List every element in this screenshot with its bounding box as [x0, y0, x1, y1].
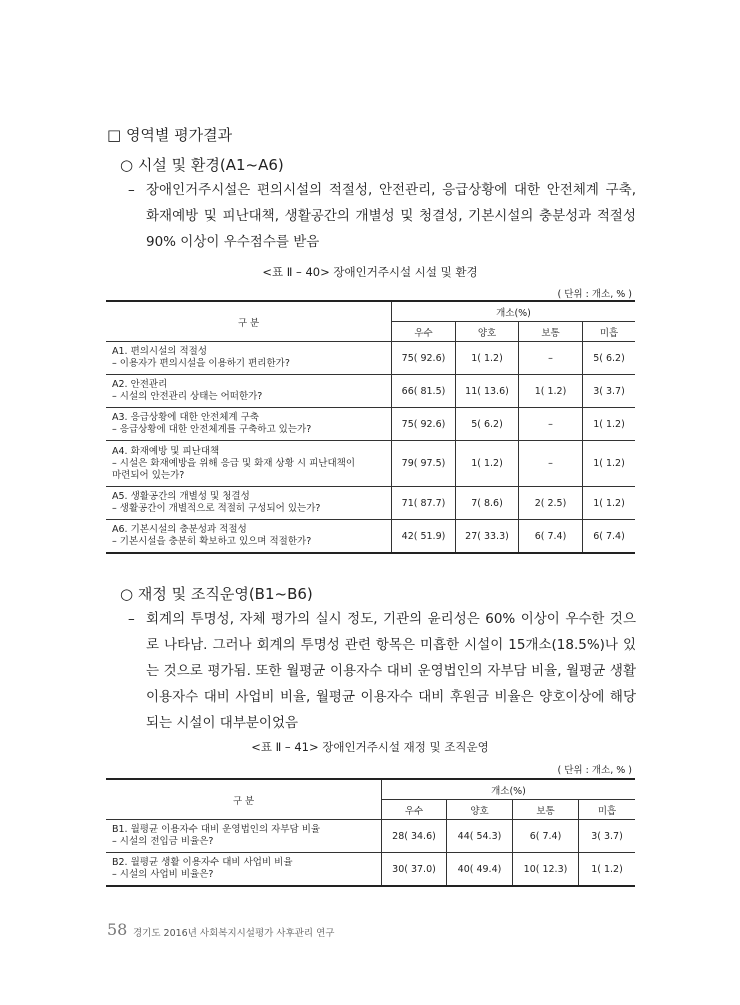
item-title: A5. 생활공간의 개별성 및 청결성 — [112, 491, 250, 502]
paragraph-dash: – — [128, 182, 135, 198]
cell-value: 5( 6.2) — [456, 408, 519, 441]
cell-value: 42( 51.9) — [392, 520, 456, 554]
table-row — [106, 342, 635, 375]
col-header: 양호 — [456, 322, 519, 342]
table-header-group: 구 분 — [106, 301, 392, 342]
cell-value: 5( 6.2) — [583, 342, 636, 375]
table-header-group: 구 분 — [106, 779, 382, 820]
cell-value: 75( 92.6) — [392, 342, 456, 375]
item-title: B2. 월평균 생활 이용자수 대비 사업비 비율 — [112, 857, 293, 868]
item-question: – 시설의 안전관리 상태는 어떠한가? — [112, 391, 263, 402]
item-title: A3. 응급상황에 대한 안전체계 구축 — [112, 412, 259, 423]
paragraph-text: 회계의 투명성, 자체 평가의 실시 정도, 기관의 윤리성은 60% 이상이 우수한 것으로 나타남. 그러나 회계의 투명성 관련 항목은 미흡한 시설이 15개소(18.5%)나 있는 것으로 평가됨. 또한 월평균 이용자수 대비 운영법인의 자부담 비율, 월평균 생활 이용자수 대비 사업비 비율, 월평균 이용자수 대비 후원금 비율은 양호이상에 해당되는 시설이 대부분이었음 — [146, 611, 636, 731]
cell-value: – — [519, 441, 583, 487]
table-row — [106, 408, 635, 441]
cell-value: 2( 2.5) — [519, 487, 583, 520]
row-item-label — [106, 820, 382, 853]
col-header: 보통 — [513, 800, 579, 820]
cell-value: 71( 87.7) — [392, 487, 456, 520]
paragraph-text: 장애인거주시설은 편의시설의 적절성, 안전관리, 응급상황에 대한 안전체계 구축, 화재예방 및 피난대책, 생활공간의 개별성 및 청결성, 기본시설의 충분성과 적절성 90% 이상이 우수점수를 받음 — [146, 182, 636, 250]
cell-value: 1( 1.2) — [579, 853, 636, 887]
table-1 — [106, 300, 635, 554]
cell-value: 6( 7.4) — [513, 820, 579, 853]
cell-value: 28( 34.6) — [382, 820, 447, 853]
row-item-label — [106, 487, 392, 520]
cell-value: 44( 54.3) — [447, 820, 513, 853]
table-header-count: 개소(%) — [392, 301, 636, 322]
table-1-caption: <표 Ⅱ – 40> 장애인거주시설 시설 및 환경 — [262, 265, 478, 279]
cell-value: 30( 37.0) — [382, 853, 447, 887]
item-title: A1. 편의시설의 적절성 — [112, 346, 208, 357]
table-row — [106, 520, 635, 554]
row-item-label — [106, 408, 392, 441]
col-header: 양호 — [447, 800, 513, 820]
item-question: – 시설의 사업비 비율은? — [112, 869, 214, 880]
row-item-label — [106, 342, 392, 375]
cell-value: – — [519, 408, 583, 441]
cell-value: 75( 92.6) — [392, 408, 456, 441]
col-header: 우수 — [382, 800, 447, 820]
cell-value: – — [519, 342, 583, 375]
col-header: 미흡 — [583, 322, 636, 342]
cell-value: 6( 7.4) — [519, 520, 583, 554]
item-question: – 이용자가 편의시설을 이용하기 편리한가? — [112, 358, 290, 369]
item-title: A4. 화재예방 및 피난대책 — [112, 445, 220, 457]
footer-title: 경기도 2016년 사회복지시설평가 사후관리 연구 — [133, 928, 335, 939]
cell-value: 1( 1.2) — [583, 408, 636, 441]
cell-value: 3( 3.7) — [583, 375, 636, 408]
table-header-count: 개소(%) — [382, 779, 636, 800]
row-item-label — [106, 375, 392, 408]
row-item-label — [106, 520, 392, 554]
item-question: – 시설은 화재예방을 위해 응급 및 화재 상황 시 피난대책이 — [112, 457, 355, 469]
cell-value: 27( 33.3) — [456, 520, 519, 554]
table-2-unit: ( 단위 : 개소, % ) — [557, 765, 632, 776]
cell-value: 1( 1.2) — [456, 441, 519, 487]
cell-value: 3( 3.7) — [579, 820, 636, 853]
table-row — [106, 375, 635, 408]
cell-value: 66( 81.5) — [392, 375, 456, 408]
table-row — [106, 853, 635, 887]
cell-value: 10( 12.3) — [513, 853, 579, 887]
item-question: – 기본시설을 충분히 확보하고 있으며 적절한가? — [112, 536, 312, 547]
subsection-1-paragraph — [128, 177, 636, 255]
subsection-2-paragraph — [128, 606, 636, 736]
cell-value: 1( 1.2) — [583, 441, 636, 487]
cell-value: 7( 8.6) — [456, 487, 519, 520]
item-question: 마련되어 있는가? — [112, 469, 185, 481]
cell-value: 40( 49.4) — [447, 853, 513, 887]
subsection-1-heading: ○ 시설 및 환경(A1~A6) — [120, 156, 284, 174]
col-header: 미흡 — [579, 800, 636, 820]
item-question: – 응급상황에 대한 안전체계를 구축하고 있는가? — [112, 424, 312, 435]
cell-value: 1( 1.2) — [519, 375, 583, 408]
item-title: A6. 기본시설의 충분성과 적절성 — [112, 524, 247, 535]
table-row — [106, 441, 635, 487]
item-question: – 생활공간이 개별적으로 적절히 구성되어 있는가? — [112, 503, 321, 514]
cell-value: 1( 1.2) — [456, 342, 519, 375]
table-2-caption: <표 Ⅱ – 41> 장애인거주시설 재정 및 조직운영 — [251, 740, 489, 754]
table-row — [106, 820, 635, 853]
table-1-unit: ( 단위 : 개소, % ) — [557, 289, 632, 300]
item-title: A2. 안전관리 — [112, 379, 168, 390]
col-header: 보통 — [519, 322, 583, 342]
section-title: □ 영역별 평가결과 — [107, 126, 233, 144]
paragraph-dash: – — [128, 611, 135, 627]
col-header: 우수 — [392, 322, 456, 342]
cell-value: 11( 13.6) — [456, 375, 519, 408]
row-item-label — [106, 441, 392, 487]
subsection-2-heading: ○ 재정 및 조직운영(B1~B6) — [120, 585, 313, 603]
table-2 — [106, 778, 635, 887]
item-question: – 시설의 전입금 비율은? — [112, 836, 214, 847]
cell-value: 1( 1.2) — [583, 487, 636, 520]
item-title: B1. 월평균 이용자수 대비 운영법인의 자부담 비율 — [112, 824, 321, 835]
table-row — [106, 487, 635, 520]
cell-value: 6( 7.4) — [583, 520, 636, 554]
cell-value: 79( 97.5) — [392, 441, 456, 487]
row-item-label — [106, 853, 382, 887]
page-number: 58 — [107, 920, 128, 939]
